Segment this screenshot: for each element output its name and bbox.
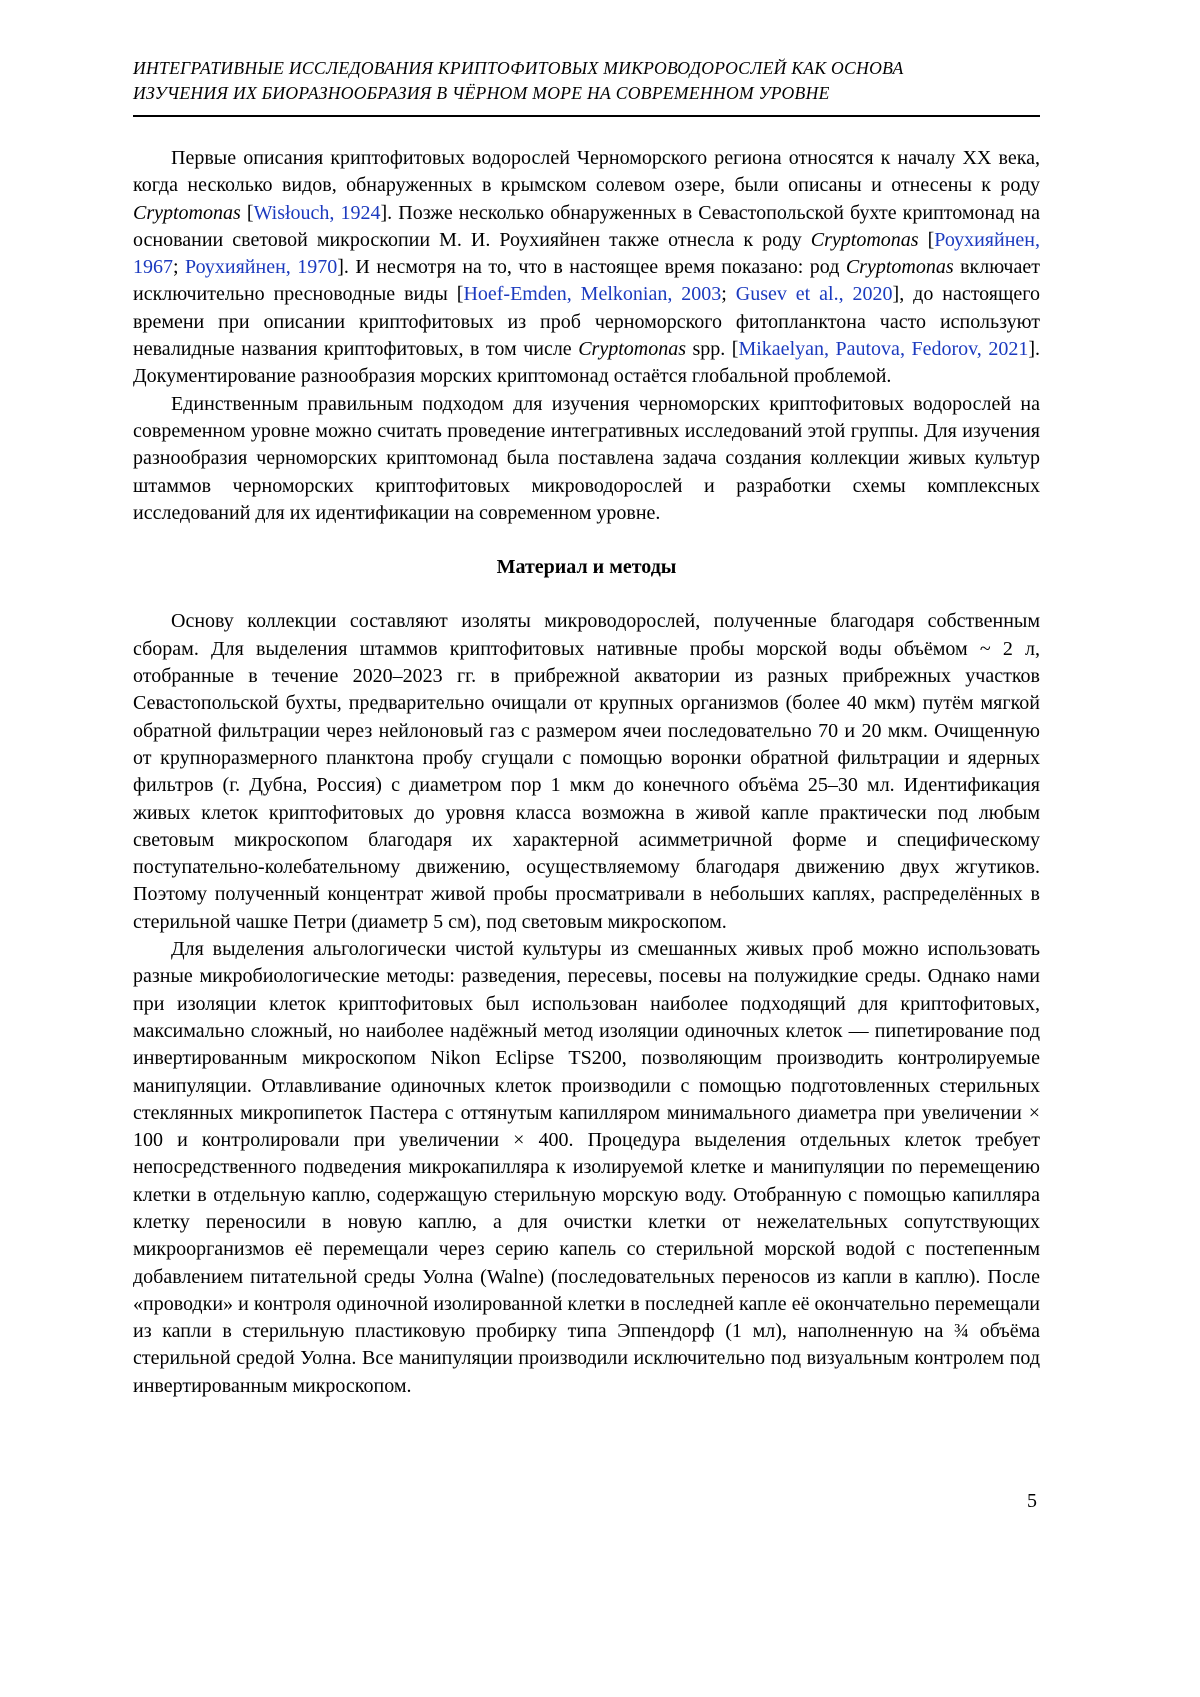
citation-link[interactable]: Роухияйнен, 1967: [133, 228, 1040, 279]
text-run: spp. [: [686, 338, 739, 361]
header-rule: [133, 115, 1040, 117]
page-number: 5: [1027, 1490, 1037, 1512]
citation-link[interactable]: Gusev et al., 2020: [735, 283, 893, 306]
genus-name-italic: Cryptomonas: [578, 338, 686, 361]
running-head-line2: ИЗУЧЕНИЯ ИХ БИОРАЗНООБРАЗИЯ В ЧЁРНОМ МОРЕ НА СОВРЕМЕННОМ УРОВНЕ: [133, 83, 830, 103]
text-run: [: [918, 228, 935, 251]
text-run: ]. И несмотря на то, что в настоящее время показано: род: [337, 256, 846, 279]
text-run: ;: [173, 256, 186, 279]
citation-link[interactable]: Hoef-Emden, Melkonian, 2003: [463, 283, 722, 306]
genus-name-italic: Cryptomonas: [810, 228, 919, 251]
text-run: ;: [721, 283, 736, 306]
text-run: ]. Документирование разнообразия морских криптомонад остаётся глобальной проблемой.: [133, 338, 1040, 388]
genus-name-italic: Cryptomonas: [845, 256, 954, 279]
citation-link[interactable]: Роухияйнен, 1970: [185, 256, 338, 279]
paragraph: [133, 391, 1040, 527]
text-run: [: [240, 201, 254, 224]
article-content: [133, 145, 1040, 1400]
citation-link[interactable]: Wisłouch, 1924: [253, 201, 381, 224]
paragraph: [133, 936, 1040, 1400]
running-head: [133, 56, 1040, 117]
text-run: ]. Позже несколько обнаруженных в Севастопольской бухте криптомонад на основании световой микроскопии М. И. Роухияйнен также отнесла к роду: [133, 201, 1040, 251]
text-run: ], до настоящего времени при описании криптофитовых из проб черноморского фитопланктона часто используют невалидные названия криптофитовых, в том числе: [133, 283, 1040, 361]
genus-name-italic: Cryptomonas: [133, 201, 241, 224]
paragraph: [133, 608, 1040, 936]
text-run: Для выделения альгологически чистой культуры из смешанных живых проб можно использовать разные микробиологические методы: разведения, пересевы, посевы на полужидкие среды. Однако нами при изоляции клеток криптофитовых был использован наиболее подходящий для криптофитовых, максимально сложный, но наиболее надёжный метод изоляции одиночных клеток — пипетирование под инвертированным микроскопом Nikon Eclipse TS200, позволяющим производить контролируемые манипуляции. Отлавливание одиночных клеток производили с помощью подготовленных стерильных стеклянных микропипеток Пастера с оттянутым капилляром минимального диаметра при увеличении × 100 и контролировали при увеличении × 400. Процедура выделения отдельных клеток требует непосредственного подведения микрокапилляра к изолируемой клетке и манипуляции по перемещению клетки в отдельную каплю, содержащую стерильную морскую воду. Отобранную с помощью капилляра клетку переносили в новую каплю, а для очистки клетки от нежелательных сопутствующих микроорганизмов её перемещали через серию капель со стерильной морской водой с постепенным добавлением питательной среды Уолна (Walne) (последовательных переносов из капли в каплю). После «проводки» и контроля одиночной изолированной клетки в последней капле её окончательно перемещали из капли в стерильную пластиковую пробирку типа Эппендорф (1 мл), наполненную на ¾ объёма стерильной средой Уолна. Все манипуляции производили исключительно под визуальным контролем под инвертированным микроскопом.: [133, 938, 1040, 1397]
paragraph: [133, 145, 1040, 391]
text-run: Основу коллекции составляют изоляты микроводорослей, полученные благодаря собственным сборам. Для выделения штаммов криптофитовых нативные пробы морской воды объёмом ~ 2 л, отобранные в течение 2020–2023 гг. в прибрежной акватории из разных прибрежных участков Севастопольской бухты, предварительно очищали от крупных организмов (более 40 мкм) путём мягкой обратной фильтрации через нейлоновый газ с размером ячеи последовательно 70 и 20 мкм. Очищенную от крупноразмерного планктона пробу сгущали с помощью воронки обратной фильтрации и ядерных фильтров (г. Дубна, Россия) с диаметром пор 1 мкм до конечного объёма 25–30 мл. Идентификация живых клеток криптофитовых до уровня класса возможна в живой капле практически под любым световым микроскопом благодаря их характерной асимметричной форме и специфическому поступательно-колебательному движению, осуществляемому благодаря движению двух жгутиков. Поэтому полученный концентрат живой пробы просматривали в небольших каплях, распределённых в стерильной чашке Петри (диаметр 5 см), под световым микроскопом.: [133, 610, 1040, 933]
running-head-line1: ИНТЕГРАТИВНЫЕ ИССЛЕДОВАНИЯ КРИПТОФИТОВЫХ МИКРОВОДОРОСЛЕЙ КАК ОСНОВА: [133, 58, 904, 78]
text-run: Первые описания криптофитовых водорослей Черноморского региона относятся к началу XX века, когда несколько видов, обнаруженных в крымском солевом озере, были описаны и отнесены к роду: [133, 147, 1040, 197]
text-run: включает исключительно пресноводные виды [: [133, 256, 1040, 306]
text-run: Единственным правильным подходом для изучения черноморских криптофитовых водорослей на современном уровне можно считать проведение интегративных исследований этой группы. Для изучения разнообразия черноморских криптомонад была поставлена задача создания коллекции живых культур штаммов черноморских криптофитовых микроводорослей и разработки схемы комплексных исследований для их идентификации на современном уровне.: [133, 392, 1040, 524]
citation-link[interactable]: Mikaelyan, Pautova, Fedorov, 2021: [738, 338, 1029, 361]
section-heading: Материал и методы: [496, 556, 677, 579]
